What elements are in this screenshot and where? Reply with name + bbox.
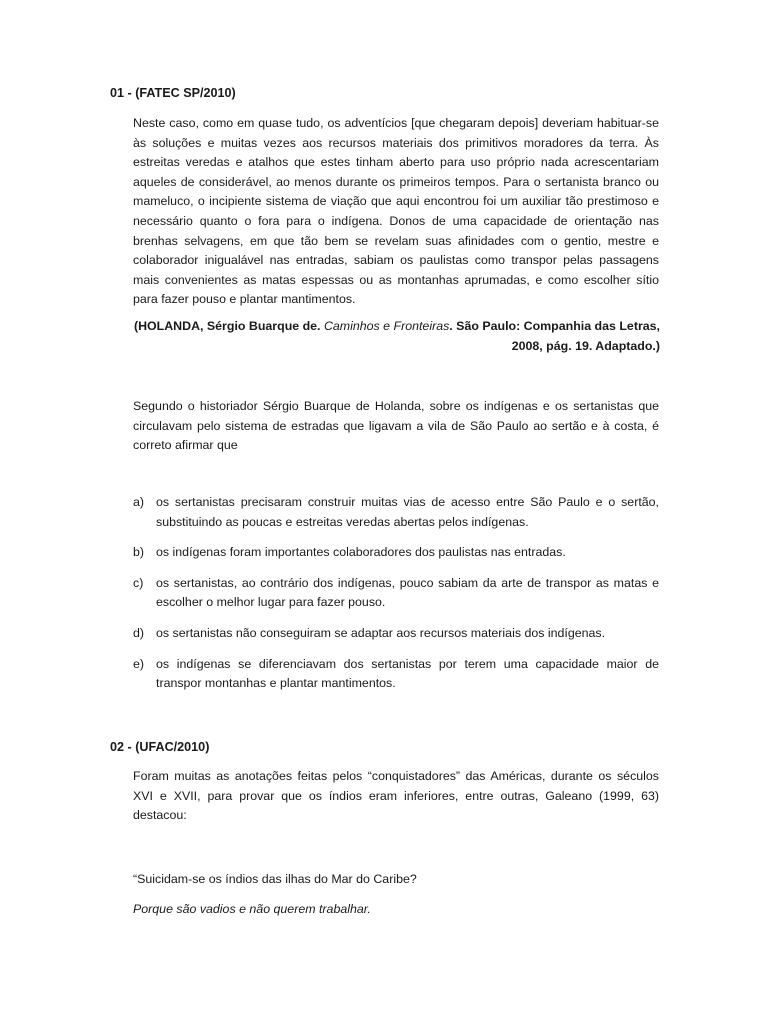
alternative-text: os indígenas foram importantes colaboradores dos paulistas nas entradas. <box>156 545 566 560</box>
citation-author: (HOLANDA, Sérgio Buarque de. <box>133 319 321 333</box>
alternative-letter: a) <box>133 495 145 509</box>
alternative-d[interactable] <box>133 624 659 644</box>
alternative-e[interactable] <box>133 655 659 694</box>
question-1-heading: 01 - (FATEC SP/2010) <box>110 86 236 100</box>
question-1-prompt: Segundo o historiador Sérgio Buarque de Holanda, sobre os indígenas e os sertanistas que circulavam pelo sistema de estradas que ligavam a vila de São Paulo ao sertão e à costa, é correto afirmar que <box>133 399 659 453</box>
citation-work-title: Caminhos e Fronteiras <box>323 319 450 333</box>
question-2-quote-line-2: Porque são vadios e não querem trabalhar. <box>133 902 371 916</box>
question-2-intro: Foram muitas as anotações feitas pelos “conquistadores” das Américas, durante os séculos XVI e XVII, para provar que os índios eram inferiores, entre outras, Galeano (1999, 63) destacou: <box>133 769 659 823</box>
alternative-text: os sertanistas não conseguiram se adaptar aos recursos materiais dos indígenas. <box>156 625 606 640</box>
alternative-a[interactable] <box>133 493 659 532</box>
question-1-passage: Neste caso, como em quase tudo, os adventícios [que chegaram depois] deveriam habituar-se às soluções e muitas vezes aos recursos materiais dos primitivos moradores da terra. Às estreitas veredas e atalhos que estes tinham aberto para uso próprio nada acrescentariam aqueles de considerável, ao menos durante os primeiros tempos. Para o sertanista branco ou mameluco, o incipiente sistema de viação que aqui encontrou foi um auxiliar tão prestimoso e necessário quanto o fora para o indígena. Donos de uma capacidade de orientação nas brenhas selvagens, em que tão bem se revelam suas afinidades com o gentio, mestre e colaborador inigualável nas entradas, sabiam os paulistas como transpor pelas passagens mais convenientes as matas espessas ou as montanhas aprumadas, e como escolher sítio para fazer pouso e plantar mantimentos. <box>133 116 659 307</box>
alternative-c[interactable] <box>133 574 659 613</box>
question-1-alternatives <box>133 493 659 705</box>
question-1-citation <box>108 316 660 356</box>
alternative-text: os sertanistas precisaram construir muitas vias de acesso entre São Paulo e o sertão, substituindo as poucas e estreitas veredas abertas pelos indígenas. <box>156 495 659 529</box>
alternative-letter: e) <box>133 656 145 671</box>
citation-details: . São Paulo: Companhia das Letras, 2008, pág. 19. Adaptado.) <box>449 319 660 353</box>
alternative-text: os sertanistas, ao contrário dos indígenas, pouco sabiam da arte de transpor as matas e escolher o melhor lugar para fazer pouso. <box>156 575 659 610</box>
question-2-quote-line-1: “Suicidam-se os índios das ilhas do Mar do Caribe? <box>133 872 417 886</box>
alternative-letter: d) <box>133 625 145 640</box>
question-2-heading: 02 - (UFAC/2010) <box>110 740 210 754</box>
alternative-b[interactable] <box>133 543 659 563</box>
alternative-letter: b) <box>133 545 145 560</box>
alternative-letter: c) <box>133 575 144 590</box>
alternative-text: os indígenas se diferenciavam dos sertanistas por terem uma capacidade maior de transpor montanhas e plantar mantimentos. <box>156 656 659 691</box>
